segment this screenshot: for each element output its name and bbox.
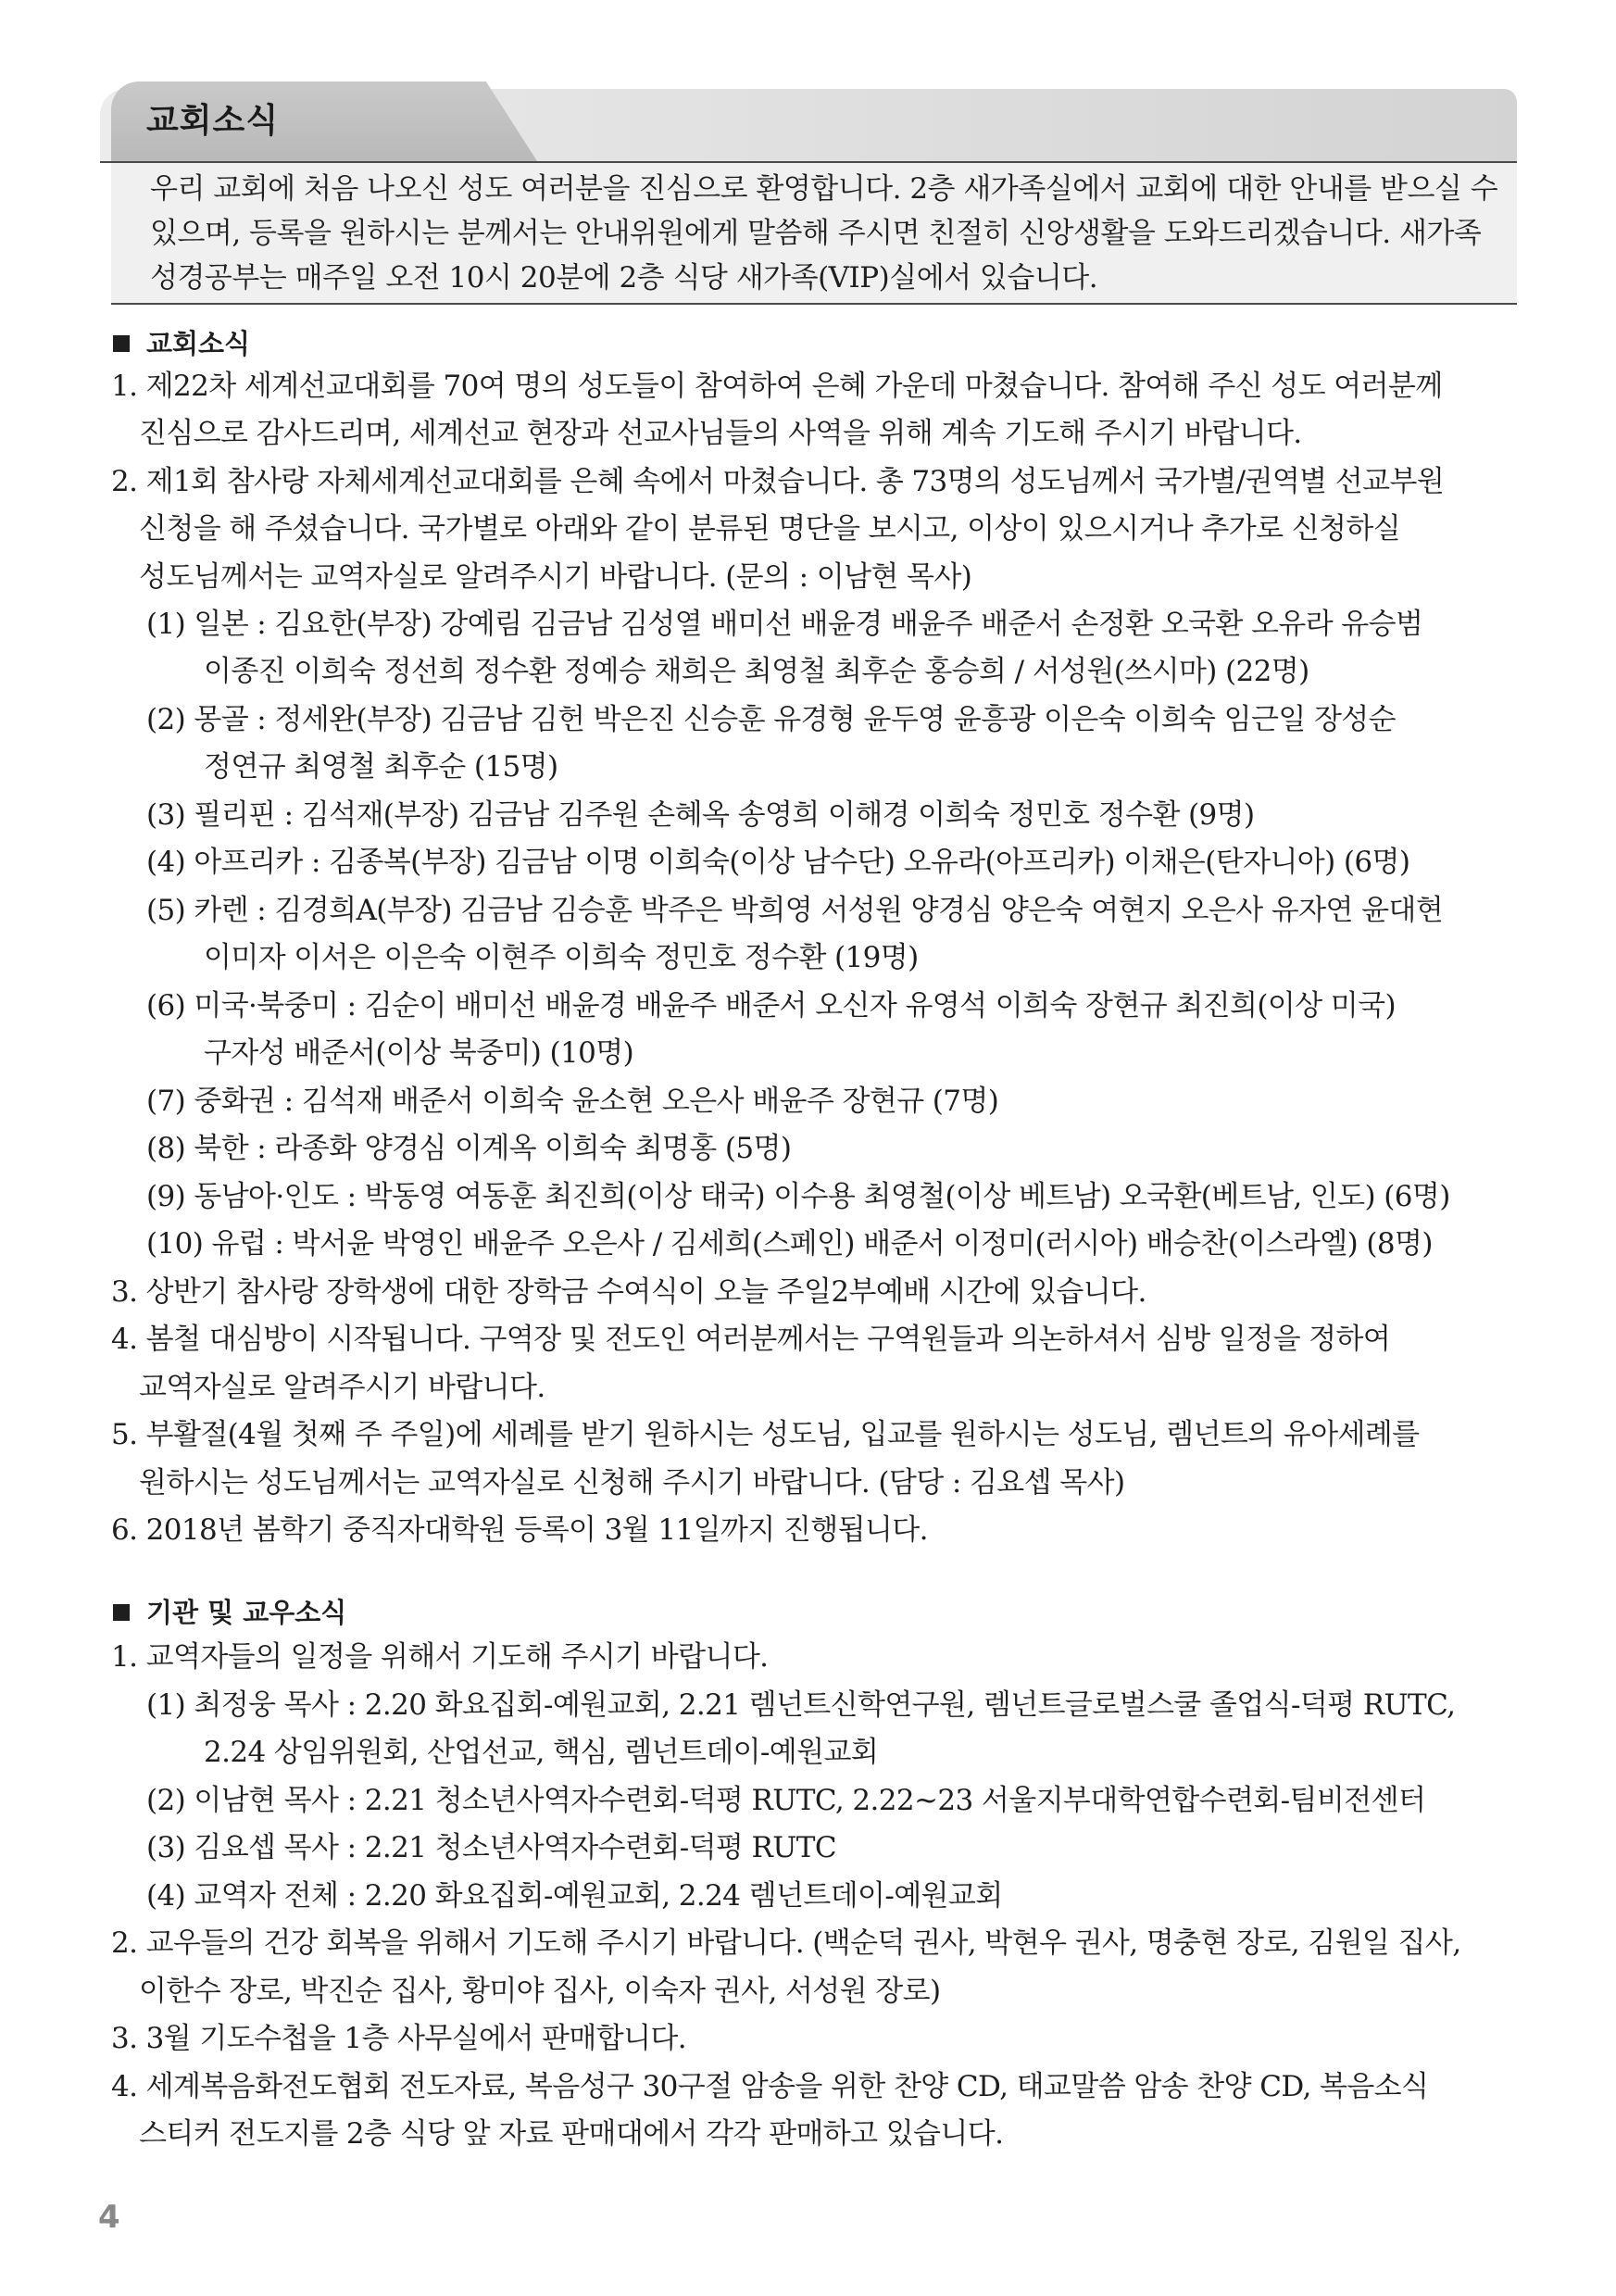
news-line: 정연규 최영철 최후순 (15명) <box>204 750 558 784</box>
news-line: (5) 카렌 : 김경희A(부장) 김금남 김승훈 박주은 박희영 서성원 양경심 양은숙 여현지 오은사 유자연 윤대현 <box>146 894 1444 927</box>
section-heading-members-news <box>113 1591 346 1634</box>
section-title: 교회소식 <box>146 328 251 359</box>
news-line: 3. 3월 기도수첩을 1층 사무실에서 판매합니다. <box>111 2022 687 2055</box>
square-bullet-icon <box>113 335 130 352</box>
news-line: 이미자 이서은 이은숙 이현주 이희숙 정민호 정수환 (19명) <box>204 941 919 974</box>
news-line: 성도님께서는 교역자실로 알려주시기 바랍니다. (문의 : 이남현 목사) <box>139 560 972 594</box>
news-line: (2) 이남현 목사 : 2.21 청소년사역자수련회-덕평 RUTC, 2.22~23 서울지부대학연합수련회-팀비전센터 <box>146 1784 1426 1817</box>
news-line: (1) 최정웅 목사 : 2.20 화요집회-예원교회, 2.21 렘넌트신학연구원, 렘넌트글로벌스쿨 졸업식-덕평 RUTC, <box>146 1688 1456 1722</box>
news-line: 2. 제1회 참사랑 자체세계선교대회를 은혜 속에서 마쳤습니다. 총 73명의 성도님께서 국가별/권역별 선교부원 <box>111 465 1445 498</box>
news-line: (7) 중화권 : 김석재 배준서 이희숙 윤소현 오은사 배윤주 장현규 (7명) <box>146 1085 999 1118</box>
section-heading-church-news <box>113 322 250 365</box>
page-title: 교회소식 <box>146 102 280 140</box>
news-line: (2) 몽골 : 정세완(부장) 김금남 김헌 박은진 신승훈 유경형 윤두영 윤흥광 이은숙 이희숙 임근일 장성순 <box>146 703 1396 736</box>
news-line: 진심으로 감사드리며, 세계선교 현장과 선교사님들의 사역을 위해 계속 기도해 주시기 바랍니다. <box>139 417 1302 450</box>
news-line: (9) 동남아·인도 : 박동영 여동훈 최진희(이상 태국) 이수용 최영철(이상 베트남) 오국환(베트남, 인도) (6명) <box>146 1180 1450 1213</box>
section-title: 기관 및 교우소식 <box>146 1597 347 1628</box>
news-line: (10) 유럽 : 박서윤 박영인 배윤주 오은사 / 김세희(스페인) 배준서 이정미(러시아) 배승찬(이스라엘) (8명) <box>146 1227 1433 1261</box>
news-line: (1) 일본 : 김요한(부장) 강예림 김금남 김성열 배미선 배윤경 배윤주 배준서 손정환 오국환 오유라 유승범 <box>146 608 1423 641</box>
news-line: 이한수 장로, 박진순 집사, 황미야 집사, 이숙자 권사, 서성원 장로) <box>139 1975 941 2008</box>
news-line: (6) 미국·북중미 : 김순이 배미선 배윤경 배윤주 배준서 오신자 유영석 이희숙 장현규 최진희(이상 미국) <box>146 989 1396 1023</box>
news-line: 원하시는 성도님께서는 교역자실로 신청해 주시기 바랍니다. (담당 : 김요셉 목사) <box>139 1466 1125 1499</box>
news-line: 신청을 해 주셨습니다. 국가별로 아래와 같이 분류된 명단을 보시고, 이상이 있으시거나 추가로 신청하실 <box>139 512 1401 546</box>
news-line: (4) 아프리카 : 김종복(부장) 김금남 이명 이희숙(이상 남수단) 오유라(아프리카) 이채은(탄자니아) (6명) <box>146 846 1410 879</box>
news-line: (3) 김요셉 목사 : 2.21 청소년사역자수련회-덕평 RUTC <box>146 1831 836 1864</box>
news-line: (4) 교역자 전체 : 2.20 화요집회-예원교회, 2.24 렘넌트데이-예원교회 <box>146 1879 1003 1913</box>
news-line: 교역자실로 알려주시기 바랍니다. <box>139 1371 545 1404</box>
news-line: (3) 필리핀 : 김석재(부장) 김금남 김주원 손혜옥 송영희 이해경 이희숙 정민호 정수환 (9명) <box>146 798 1255 832</box>
news-line: 이종진 이희숙 정선희 정수환 정예승 채희은 최영철 최후순 홍승희 / 서성원(쓰시마) (22명) <box>204 655 1309 688</box>
news-line: 스티커 전도지를 2층 식당 앞 자료 판매대에서 각각 판매하고 있습니다. <box>139 2117 1004 2151</box>
news-line: 1. 제22차 세계선교대회를 70여 명의 성도들이 참여하여 은혜 가운데 마쳤습니다. 참여해 주신 성도 여러분께 <box>111 370 1443 403</box>
news-line: 6. 2018년 봄학기 중직자대학원 등록이 3월 11일까지 진행됩니다. <box>111 1513 928 1547</box>
page-number: 4 <box>98 2199 120 2236</box>
news-line: 5. 부활절(4월 첫째 주 주일)에 세례를 받기 원하시는 성도님, 입교를 원하시는 성도님, 렘넌트의 유아세례를 <box>111 1418 1420 1451</box>
square-bullet-icon <box>113 1604 130 1621</box>
news-line: 4. 봄철 대심방이 시작됩니다. 구역장 및 전도인 여러분께서는 구역원들과 의논하셔서 심방 일정을 정하여 <box>111 1323 1391 1356</box>
news-line: (8) 북한 : 라종화 양경심 이계옥 이희숙 최명홍 (5명) <box>146 1132 792 1165</box>
news-line: 2.24 상임위원회, 산업선교, 핵심, 렘넌트데이-예원교회 <box>204 1736 879 1769</box>
news-line: 1. 교역자들의 일정을 위해서 기도해 주시기 바랍니다. <box>111 1640 769 1674</box>
welcome-box <box>111 163 1517 305</box>
welcome-text: 우리 교회에 처음 나오신 성도 여러분을 진심으로 환영합니다. 2층 새가족실에서 교회에 대한 안내를 받으실 수 있으며, 등록을 원하시는 분께서는 안내위원에게 말씀해 주시면 친절히 신앙생활을 도와드리겠습니다. 새가족 성경공부는 매주일 오전 10시 20분에 2층 식당 새가족(VIP)실에서 있습니다. <box>150 172 1498 295</box>
news-line: 구자성 배준서(이상 북중미) (10명) <box>204 1036 634 1070</box>
news-line: 4. 세계복음화전도협회 전도자료, 복음성구 30구절 암송을 위한 찬양 CD, 태교말씀 암송 찬양 CD, 복음소식 <box>111 2070 1429 2103</box>
news-line: 2. 교우들의 건강 회복을 위해서 기도해 주시기 바랍니다. (백순덕 권사, 박현우 권사, 명충현 장로, 김원일 집사, <box>111 1926 1461 1960</box>
news-line: 3. 상반기 참사랑 장학생에 대한 장학금 수여식이 오늘 주일2부예배 시간에 있습니다. <box>111 1275 1146 1309</box>
